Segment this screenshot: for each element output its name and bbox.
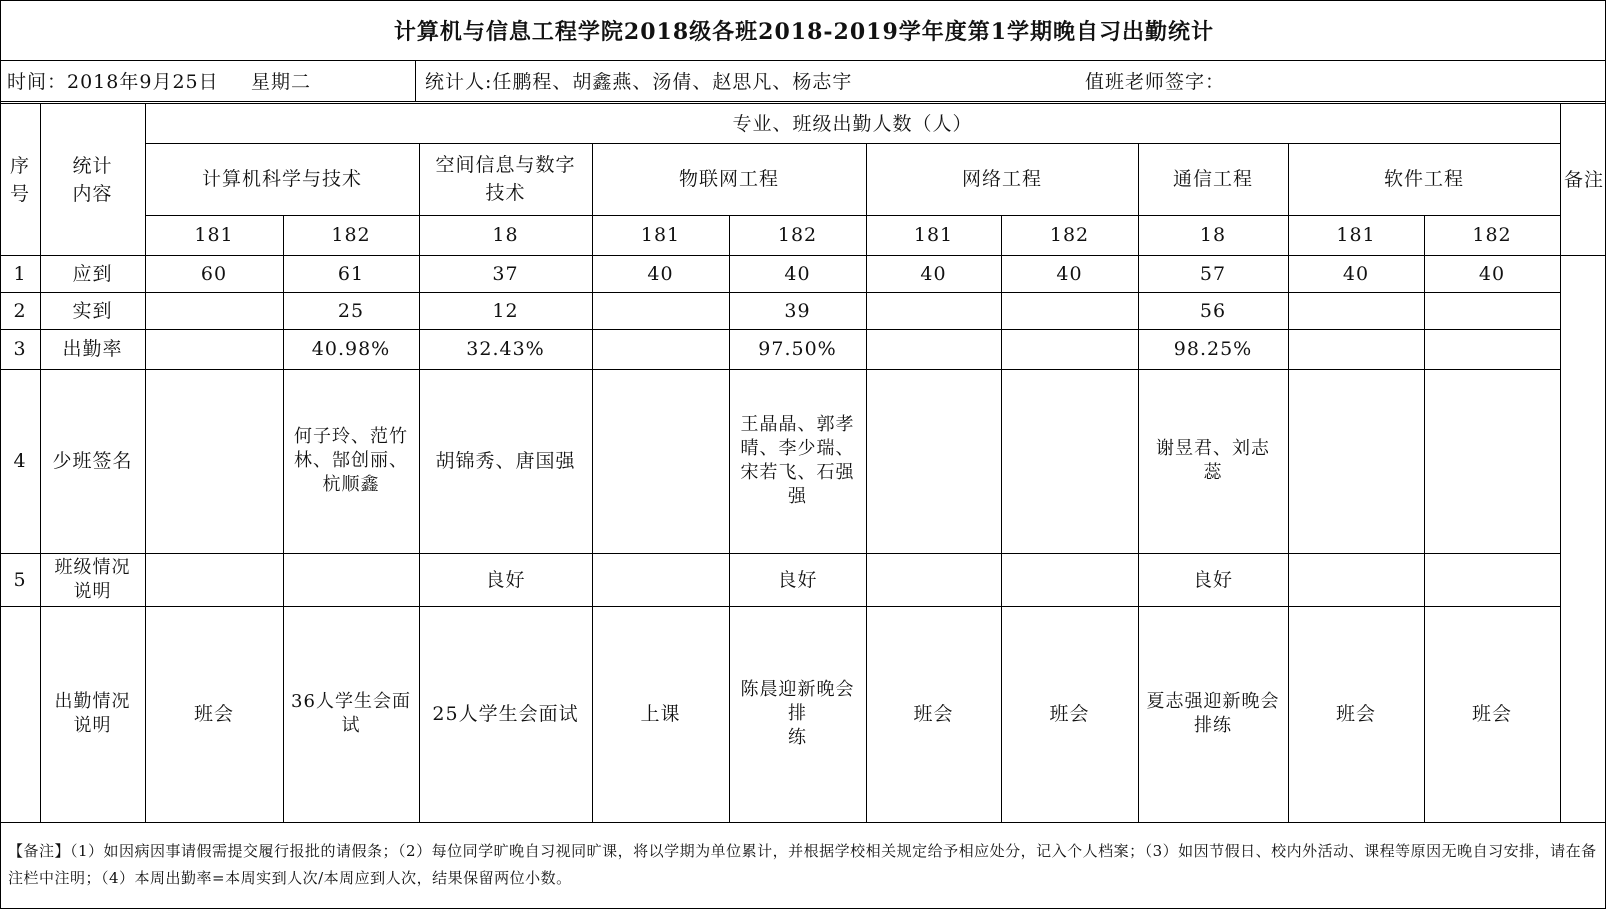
table-cell: 王晶晶、郭孝 晴、李少瑞、 宋若飞、石强 强	[740, 414, 855, 507]
table-cell: 36人学生会面 试	[291, 691, 411, 736]
table-cell	[145, 553, 283, 606]
weekday-field: 星期二	[251, 71, 312, 93]
table-cell: 40	[920, 262, 947, 285]
grid-line	[0, 103, 1606, 104]
table-cell	[1288, 292, 1424, 329]
table-cell	[1288, 553, 1424, 606]
row-number: 2	[13, 299, 27, 322]
table-cell: 61	[337, 262, 365, 285]
major-header: 计算机科学与技术	[201, 168, 362, 190]
table-cell	[1001, 553, 1138, 606]
date-field: 时间：2018年9月25日	[7, 71, 219, 93]
table-cell: 胡锦秀、唐国强	[435, 450, 576, 472]
grid-line	[0, 0, 1606, 1]
table-cell: 谢昱君、刘志 蕊	[1156, 438, 1270, 483]
table-cell: 12	[492, 299, 519, 322]
row-label: 应到	[72, 262, 113, 285]
grid-line	[0, 908, 1606, 909]
group-header: 专业、班级出勤人数（人）	[732, 113, 973, 135]
row-number: 4	[13, 450, 27, 472]
table-cell	[283, 553, 419, 606]
table-cell: 39	[784, 299, 811, 322]
table-cell: 良好	[1192, 568, 1233, 591]
table-cell	[592, 553, 729, 606]
teacher-sign-field: 值班老师签字：	[1085, 71, 1226, 93]
class-header: 182	[331, 224, 371, 246]
row-number	[0, 606, 40, 822]
row-label: 出勤情况 说明	[54, 691, 131, 736]
table-cell: 56	[1199, 299, 1227, 322]
major-header: 物联网工程	[678, 168, 779, 190]
table-cell	[866, 329, 1001, 369]
class-header: 182	[777, 224, 818, 246]
statisticians-field: 统计人:任鹏程、胡鑫燕、汤倩、赵思凡、杨志宇	[425, 71, 853, 93]
sheet-title: 计算机与信息工程学院2018级各班2018-2019学年度第1学期晚自习出勤统计	[393, 19, 1215, 45]
table-cell: 班会	[1049, 703, 1090, 725]
class-header: 18	[492, 224, 519, 246]
table-cell: 40	[784, 262, 811, 285]
table-cell	[145, 292, 283, 329]
table-cell: 57	[1199, 262, 1227, 285]
major-header: 通信工程	[1172, 168, 1253, 190]
grid-line	[415, 60, 416, 101]
table-cell: 陈晨迎新晚会排 练	[740, 679, 855, 748]
table-cell	[1424, 329, 1560, 369]
class-header: 181	[1336, 224, 1376, 246]
table-cell: 40	[1056, 262, 1083, 285]
grid-line	[0, 60, 1606, 61]
grid-line	[0, 101, 1606, 102]
table-cell	[1001, 292, 1138, 329]
grid-line	[0, 822, 1606, 823]
table-cell	[592, 369, 729, 553]
table-cell	[1424, 292, 1560, 329]
table-cell	[1424, 553, 1560, 606]
table-cell: 40	[1478, 262, 1506, 285]
table-cell: 良好	[485, 568, 526, 591]
table-cell: 班会	[193, 703, 234, 725]
table-cell	[1001, 329, 1138, 369]
table-cell: 上课	[640, 703, 681, 725]
table-cell: 40	[1342, 262, 1370, 285]
table-cell: 97.50%	[758, 338, 837, 360]
table-cell: 班会	[1335, 703, 1376, 725]
table-cell: 夏志强迎新晚会 排练	[1146, 691, 1280, 736]
table-cell: 40.98%	[311, 338, 391, 360]
row-label: 实到	[72, 299, 113, 322]
table-cell	[145, 369, 283, 553]
table-cell	[1288, 369, 1424, 553]
table-cell: 32.43%	[466, 338, 545, 360]
content-header: 统计 内容	[72, 155, 113, 205]
table-cell: 班会	[1471, 703, 1512, 725]
table-cell	[592, 329, 729, 369]
class-header: 181	[194, 224, 234, 246]
remarks-header: 备注	[1563, 169, 1604, 191]
table-cell: 何子玲、范竹 林、郜创丽、 杭顺鑫	[294, 426, 408, 495]
table-cell	[592, 292, 729, 329]
row-number: 5	[13, 568, 27, 591]
seq-header: 序号	[9, 155, 30, 205]
table-cell	[866, 553, 1001, 606]
row-number: 1	[13, 262, 27, 285]
class-header: 182	[1049, 224, 1090, 246]
table-cell	[866, 369, 1001, 553]
class-header: 182	[1472, 224, 1512, 246]
table-cell: 98.25%	[1173, 338, 1253, 360]
class-header: 18	[1199, 224, 1227, 246]
class-header: 181	[913, 224, 954, 246]
class-header: 181	[640, 224, 681, 246]
table-cell: 班会	[913, 703, 954, 725]
row-label: 出勤率	[62, 338, 123, 360]
table-cell	[1424, 369, 1560, 553]
table-cell: 25人学生会面试	[432, 703, 579, 725]
major-header: 空间信息与数字 技术	[435, 154, 576, 204]
footnote: 【备注】（1）如因病因事请假需提交履行报批的请假条；（2）每位同学旷晚自习视同旷课，将以学期为单位累计，并根据学校相关规定给予相应处分，记入个人档案；（3）如因节假日、校内外活动、课程等原因无晚自习安排，请在备注栏中注明；（4）本周出勤率=本周实到人次/本周应到人次，结果保留两位小数。	[8, 842, 1597, 887]
table-cell	[1288, 329, 1424, 369]
row-label: 班级情况 说明	[54, 556, 131, 602]
row-number: 3	[13, 338, 27, 360]
table-cell: 37	[492, 262, 519, 285]
major-header: 网络工程	[961, 168, 1042, 190]
table-cell	[145, 329, 283, 369]
table-cell: 40	[647, 262, 674, 285]
table-cell	[1001, 369, 1138, 553]
row-label: 少班签名	[52, 450, 133, 472]
major-header: 软件工程	[1383, 168, 1464, 190]
table-cell	[866, 292, 1001, 329]
table-cell: 25	[337, 299, 365, 322]
table-cell: 良好	[777, 568, 818, 591]
table-cell: 60	[200, 262, 228, 285]
